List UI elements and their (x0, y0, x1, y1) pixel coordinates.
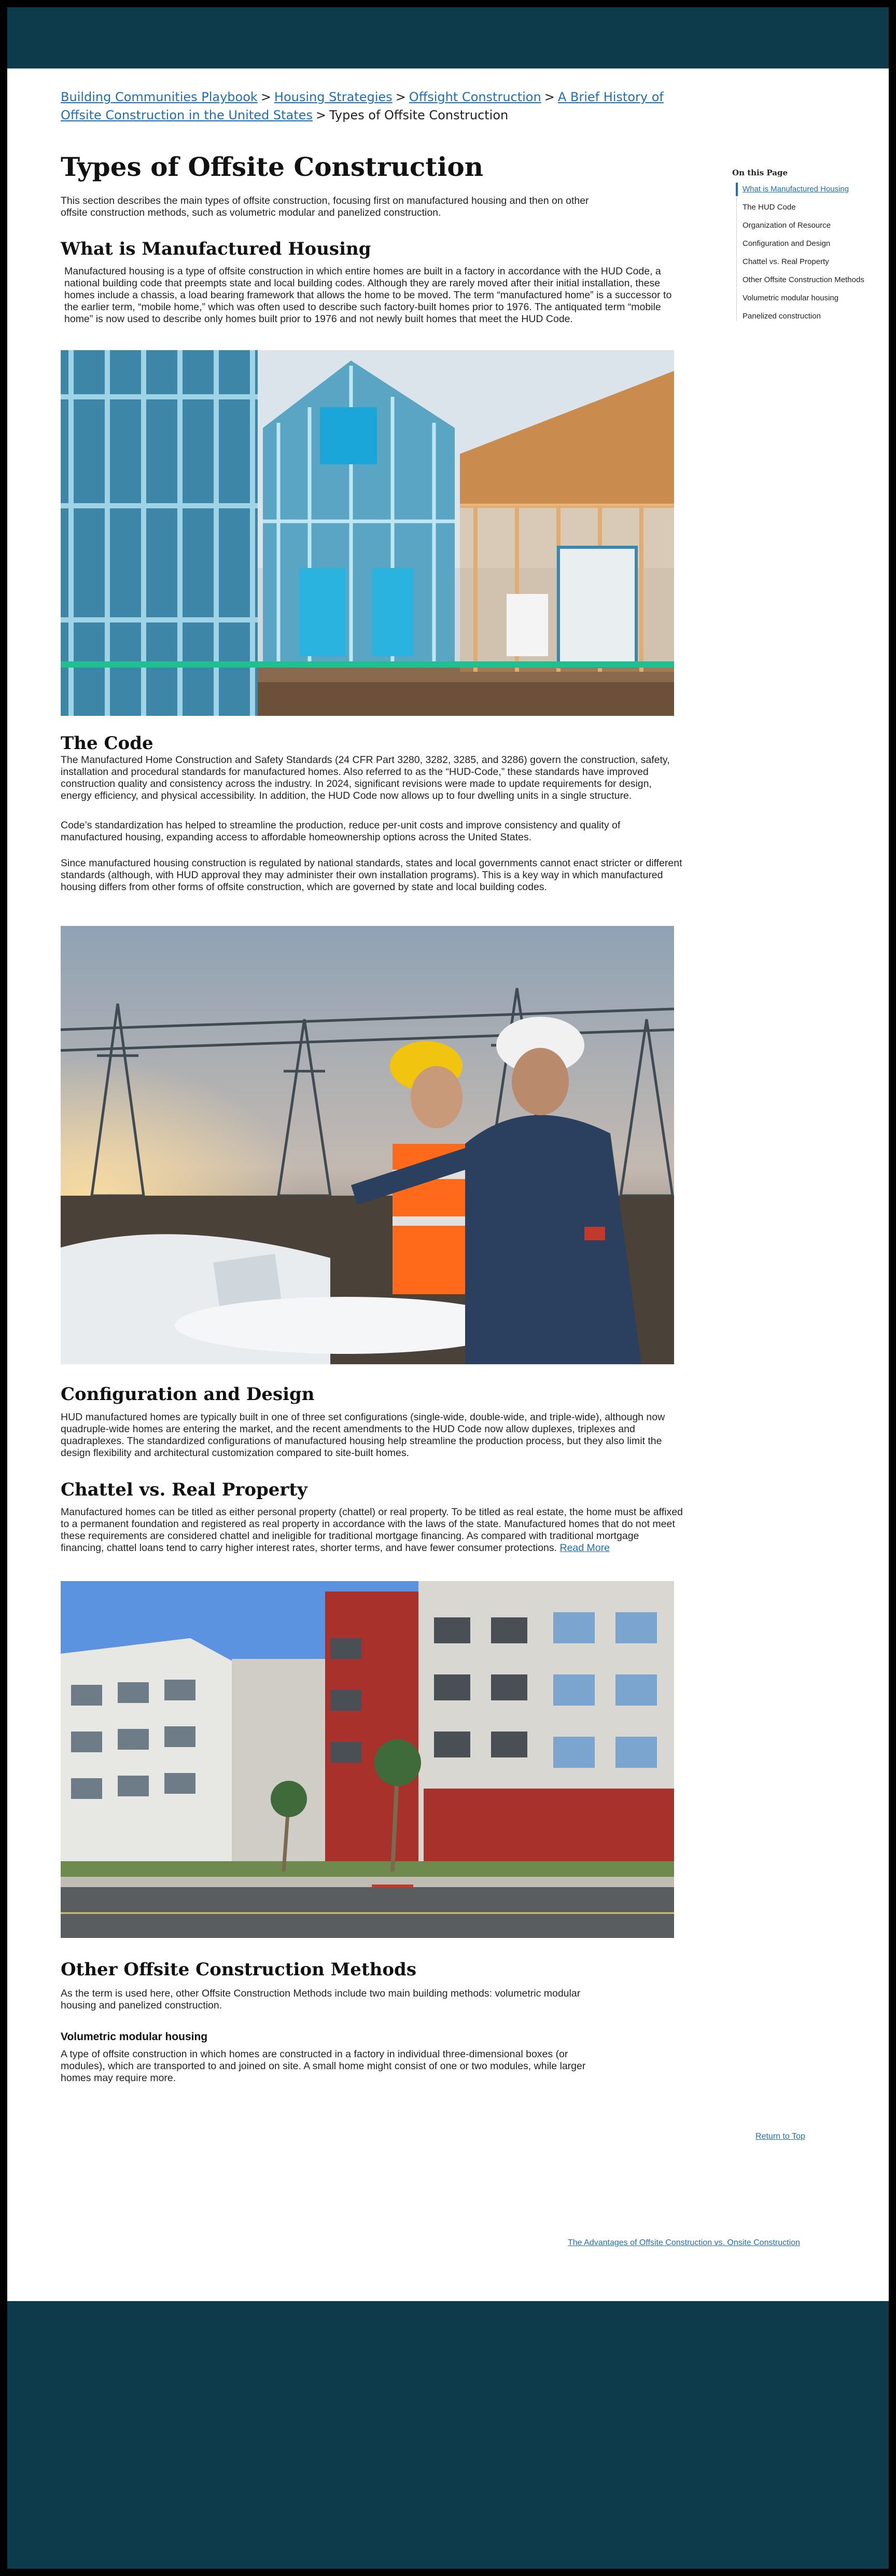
page-title: Types of Offsite Construction (61, 151, 484, 182)
page-frame (7, 7, 889, 2569)
heading-manufactured-housing: What is Manufactured Housing (61, 239, 371, 259)
toc-item-chattel-real-property[interactable]: Chattel vs. Real Property (743, 257, 829, 266)
engineers-substation-photo (61, 926, 674, 1364)
volumetric-modular-text: A type of offsite construction in which homes are constructed in a factory in individual three-dimensional boxes (or modules), which are transported to and joined on site. A small home might consist of one or two modules, while larger homes may require more. (61, 2048, 586, 2084)
on-this-page-nav (732, 168, 864, 330)
breadcrumb-playbook[interactable]: Building Communities Playbook (61, 90, 258, 104)
toc-title: On this Page (732, 168, 788, 177)
breadcrumb-separator: > (315, 108, 326, 122)
toc-item-panelized-construction[interactable]: Panelized construction (743, 312, 821, 321)
toc-item-hud-code[interactable]: The HUD Code (743, 203, 796, 212)
breadcrumb-offsight-construction[interactable]: Offsight Construction (409, 90, 541, 104)
toc-item-organization-resource[interactable]: Organization of Resource (743, 221, 831, 230)
breadcrumb-brief-history[interactable]: A Brief History of Offsite Construction in the United States (61, 90, 664, 122)
apartment-building-photo (61, 1581, 674, 1938)
toc-item-volumetric-modular[interactable]: Volumetric modular housing (743, 294, 839, 302)
page-intro: This section describes the main types of offsite construction, focusing first on manufactured housing and then on other offsite construction methods, such as volumetric modular and panelized construction. (61, 195, 589, 218)
the-code-paragraph-3: Since manufactured housing construction is regulated by national standards, states and local governments cannot enact stricter or different standards (although, with HUD approval they may administer their own installation programs). This is a key way in which manufactured housing differs from other forms of offsite construction, which are governed by state and local building codes. (61, 857, 682, 893)
next-page-link[interactable]: The Advantages of Offsite Construction vs. Onsite Construction (568, 2238, 800, 2247)
manufactured-housing-text: Manufactured housing is a type of offsite construction in which entire homes are built in a factory in accordance with the HUD Code, a national building code that preempts state and local building codes. Although they are rarely moved after their initial installation, these homes include a chassis, a load bearing framework that allows the home to be moved. The term “manufactured home” is a successor to the earlier term, “mobile home,” which was often used to describe such factory-built homes prior to 1976. The antiquated term “mobile home” is now used to describe only homes built prior to 1976 and not newly built homes that meet the HUD Code. (64, 266, 672, 325)
breadcrumb-separator: > (544, 90, 555, 104)
breadcrumb (61, 88, 698, 124)
chattel-body: Manufactured homes can be titled as either personal property (chattel) or real property. To be titled as real estate, the home must be affixed to a permanent foundation and registered as real property in accordance with the laws of the state. Manufactured homes that do not meet these requirements are considered chattel and ineligible for traditional mortgage financing. As compared with traditional mortgage financing, chattel loans tend to carry higher interest rates, shorter terms, and have fewer consumer protections. (61, 1506, 683, 1554)
breadcrumb-housing-strategies[interactable]: Housing Strategies (274, 90, 393, 104)
read-more-link[interactable]: Read More (559, 1542, 610, 1554)
toc-item-manufactured-housing[interactable]: What is Manufactured Housing (743, 185, 851, 194)
heading-chattel-real-property: Chattel vs. Real Property (61, 1479, 307, 1500)
heading-the-code: The Code (61, 733, 153, 754)
configuration-design-text: HUD manufactured homes are typically built in one of three set configurations (single-wide, double-wide, and triple-wide), although now quadruple-wide homes are entering the market, and the recent amendments to the HUD Code now allow duplexes, triplexes and quadraplexes. The standardized configurations of manufactured housing help streamline the production process, but they also limit the design flexibility and architectural customization compared to site-built homes. (61, 1411, 665, 1459)
toc-list (732, 185, 864, 321)
heading-configuration-design: Configuration and Design (61, 1384, 315, 1405)
other-methods-text: As the term is used here, other Offsite Construction Methods include two main building methods: volumetric modular housing and panelized construction. (61, 1988, 581, 2011)
the-code-paragraph-2: Code’s standardization has helped to streamline the production, reduce per-unit costs and improve consistency and quality of manufactured housing, expanding access to affordable homeownership options across the United States. (61, 820, 621, 843)
the-code-paragraph-1: The Manufactured Home Construction and Safety Standards (24 CFR Part 3280, 3282, 3285, and 3286) govern the construction, safety, installation and procedural standards for manufactured homes. Also referred to as the “HUD-Code,” these standards have improved construction quality and consistency across the industry. In 2024, significant revisions were made to update requirements for design, energy efficiency, and physical accessibility. In addition, the HUD Code now allows up to four dwelling units in a single structure. (61, 754, 670, 801)
toc-item-configuration-design[interactable]: Configuration and Design (743, 239, 831, 248)
breadcrumb-current: Types of Offsite Construction (329, 108, 509, 122)
chattel-real-property-text (61, 1506, 683, 1554)
toc-item-other-methods[interactable]: Other Offsite Construction Methods (743, 275, 864, 284)
page-content (7, 68, 889, 2301)
return-to-top-link[interactable]: Return to Top (755, 2132, 805, 2141)
heading-volumetric-modular: Volumetric modular housing (61, 2031, 208, 2043)
breadcrumb-separator: > (260, 90, 271, 104)
breadcrumb-separator: > (395, 90, 406, 104)
heading-other-offsite-methods: Other Offsite Construction Methods (61, 1959, 416, 1980)
modular-framing-photo (61, 350, 674, 716)
